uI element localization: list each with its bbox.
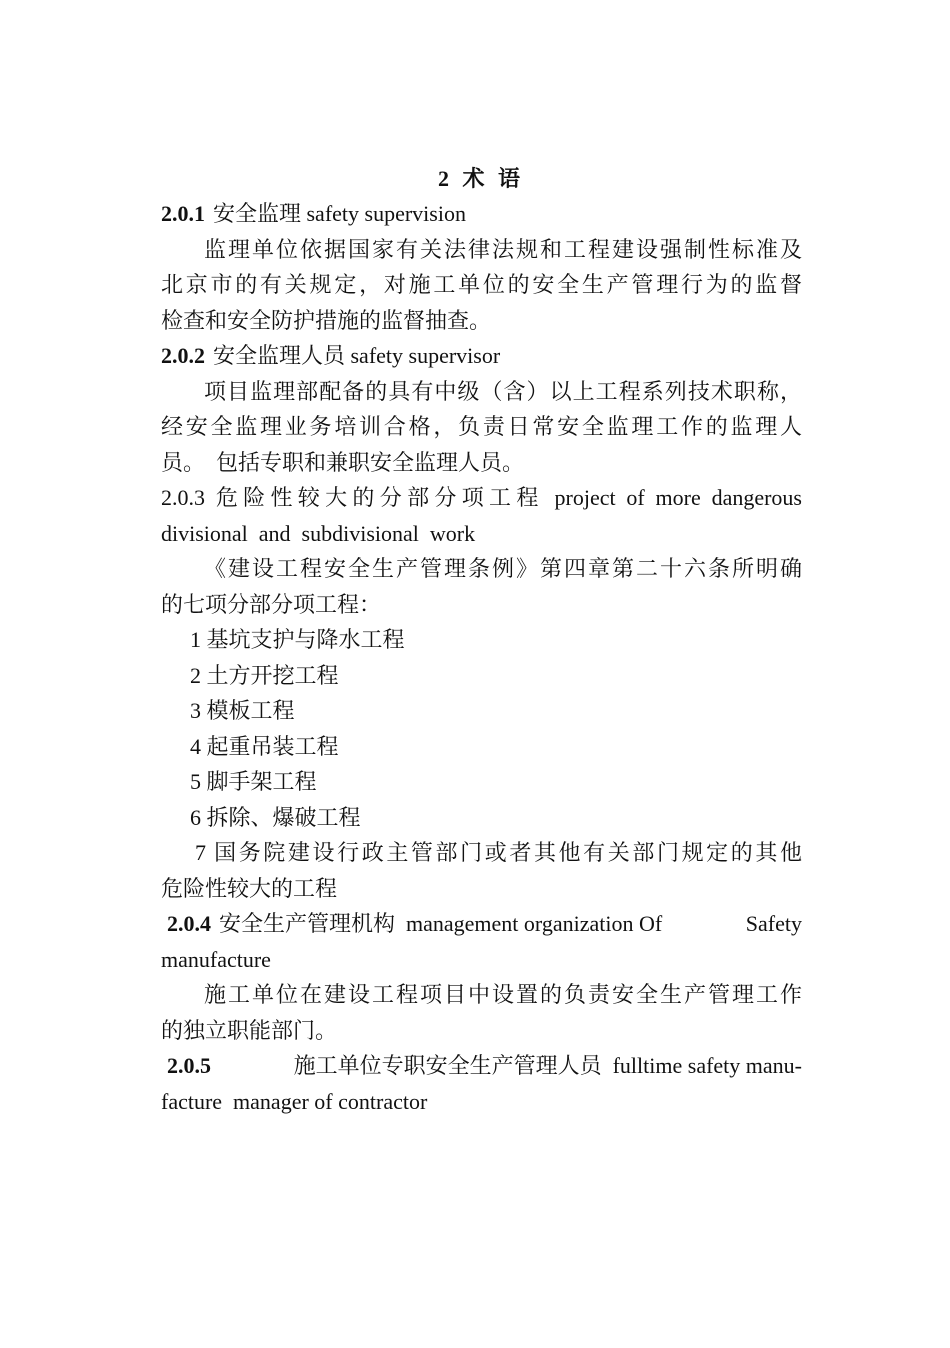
list-item: 2 土方开挖工程 [190, 662, 339, 688]
definition-line: 的七项分部分项工程： [161, 591, 382, 617]
term-title-end: Safety [745, 911, 802, 936]
definition-line: 《建设工程安全生产管理条例》第四章第二十六条所明确 [204, 556, 802, 581]
term-number: 2.0.2 [161, 343, 205, 368]
list-item: 7 国务院建设行政主管部门或者其他有关部门规定的其他 [195, 840, 802, 865]
list-item-cont: 危险性较大的工程 [161, 875, 338, 901]
definition-line: 北京市的有关规定，对施工单位的安全生产管理行为的监督 [161, 272, 802, 297]
definition-line: 检查和安全防护措施的监督抽查。 [161, 307, 492, 333]
term-heading-2-0-5 [161, 1048, 802, 1084]
term-title: 安全生产管理机构 management organization Of [219, 911, 663, 936]
term-title: 安全监理 safety supervision [213, 201, 466, 226]
definition-line: 监理单位依据国家有关法律法规和工程建设强制性标准及 [204, 236, 802, 262]
list-item: 5 脚手架工程 [190, 769, 317, 794]
list-item: 1 基坑支护与降水工程 [190, 627, 405, 652]
list-item: 3 模板工程 [190, 698, 295, 723]
definition-line: 的独立职能部门。 [161, 1017, 338, 1043]
term-heading-2-0-2 [161, 338, 802, 374]
definition-line: 施工单位在建设工程项目中设置的负责安全生产管理工作 [204, 982, 802, 1007]
term-title: 安全监理人员 safety supervisor [213, 343, 501, 368]
term-heading-2-0-3: 2.0.3 危险性较大的分部分项工程 project of more dangerous [161, 485, 802, 510]
term-heading-2-0-3-cont: divisional and subdivisional work [161, 520, 476, 546]
term-number: 2.0.4 [167, 911, 211, 936]
term-heading-2-0-4 [161, 906, 802, 942]
section-title: 2 术 语 [437, 166, 524, 191]
term-number: 2.0.5 [167, 1053, 211, 1078]
list-item: 4 起重吊装工程 [190, 733, 339, 759]
definition-line: 经安全监理业务培训合格，负责日常安全监理工作的监理人 [161, 414, 802, 439]
term-heading-2-0-1 [161, 196, 802, 232]
term-heading-2-0-5-cont: facture manager of contractor [161, 1088, 428, 1114]
definition-line: 项目监理部配备的具有中级（含）以上工程系列技术职称， [204, 378, 802, 404]
term-title: 施工单位专职安全生产管理人员 fulltime safety manu- [293, 1053, 802, 1078]
term-number: 2.0.1 [161, 201, 205, 226]
definition-line: 员。 包括专职和兼职安全监理人员。 [161, 449, 525, 475]
list-item: 6 拆除、爆破工程 [190, 804, 361, 830]
document-body [161, 196, 802, 1119]
term-heading-2-0-4-cont: manufacture [161, 946, 271, 972]
